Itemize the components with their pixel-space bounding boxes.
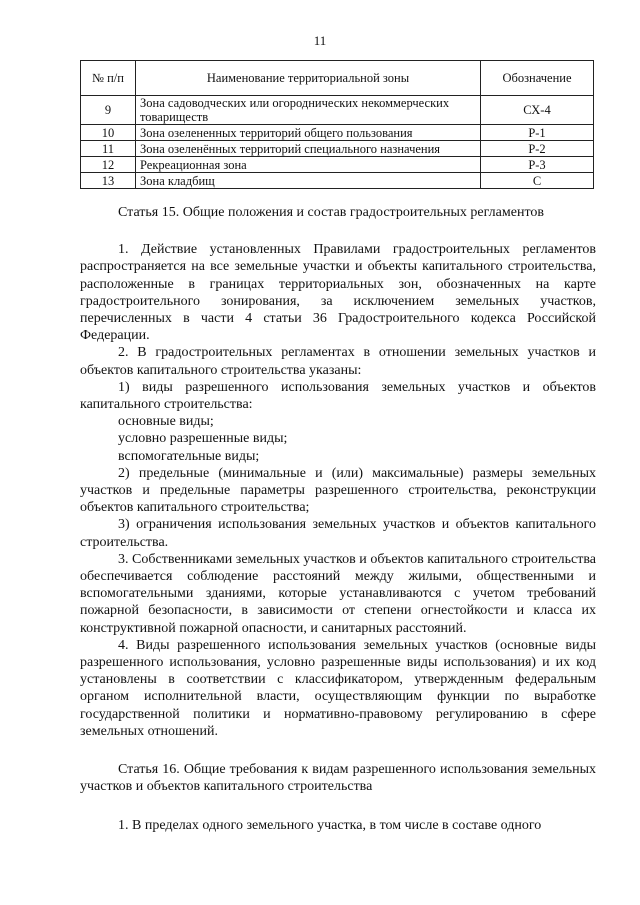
cell-num: 10 (81, 125, 136, 141)
article-15-item-1b: условно разрешенные виды; (118, 431, 288, 447)
table-row (81, 173, 594, 189)
column-header-name: Наименование территориальной зоны (136, 61, 481, 96)
cell-num: 12 (81, 157, 136, 173)
table-header-row (81, 61, 594, 96)
article-16-heading: Статья 16. Общие требования к видам разрешенного использования земельных участков и объектов капитального строительства (80, 762, 596, 795)
article-15-item-3: 3) ограничения использования земельных участков и объектов капитального строительства. (80, 517, 596, 550)
article-15-item-1a: основные виды; (118, 414, 214, 430)
cell-code: Р-2 (481, 141, 594, 157)
article-15-paragraph-3: 3. Собственниками земельных участков и объектов капитального строительства обеспечивается соблюдение расстояний между жилыми, общественными и вспомогательными зданиями, которые устанавливаются с учетом требований пожарной безопасности, в зависимости от степени огнестойкости и класса их конструктивной пожарной опасности, и санитарных расстояний. (80, 551, 596, 636)
cell-code: Р-3 (481, 157, 594, 173)
article-15-heading: Статья 15. Общие положения и состав градостроительных регламентов (118, 205, 544, 220)
cell-num: 9 (81, 96, 136, 125)
cell-num: 11 (81, 141, 136, 157)
cell-num: 13 (81, 173, 136, 189)
cell-name: Зона садоводческих или огороднических некоммерческих товариществ (136, 96, 481, 125)
cell-name: Рекреационная зона (136, 157, 481, 173)
article-15-paragraph-2: 2. В градостроительных регламентах в отношении земельных участков и объектов капитального строительства указаны: (80, 345, 596, 378)
table-row (81, 157, 594, 173)
body-text (80, 204, 596, 834)
article-15-item-1c: вспомогательные виды; (118, 448, 260, 464)
cell-code: С (481, 173, 594, 189)
column-header-num: № п/п (81, 61, 136, 96)
cell-name: Зона кладбищ (136, 173, 481, 189)
table-row (81, 96, 594, 125)
article-15-paragraph-1: 1. Действие установленных Правилами градостроительных регламентов распространяется на все земельные участки и объекты капитального строительства, расположенные в границах территориальных зон, обозначенных на карте градостроительного зонирования, за исключением земельных участков, перечисленных в части 4 статьи 36 Градостроительного кодекса Российской Федерации. (80, 242, 596, 344)
article-15-paragraph-4: 4. Виды разрешенного использования земельных участков (основные виды разрешенного использования, условно разрешенные виды использования) и их код установлены в соответствии с классификатором, утвержденным федеральным органом исполнительной власти, осуществляющим функции по выработке государственной политики и нормативно-правовому регулированию в сфере земельных отношений. (80, 637, 596, 739)
article-15-item-2: 2) предельные (минимальные и (или) максимальные) размеры земельных участков и предельные параметры разрешенного строительства, реконструкции объектов капитального строительства; (80, 465, 596, 516)
column-header-code: Обозначение (481, 61, 594, 96)
cell-code: Р-1 (481, 125, 594, 141)
cell-code: СХ-4 (481, 96, 594, 125)
cell-name: Зона озеленённых территорий специального назначения (136, 141, 481, 157)
article-16-paragraph-1: 1. В пределах одного земельного участка, в том числе в составе одного (118, 817, 542, 833)
cell-name: Зона озелененных территорий общего пользования (136, 125, 481, 141)
article-15-item-1: 1) виды разрешенного использования земельных участков и объектов капитального строительства: (80, 379, 596, 413)
page-number: 11 (313, 33, 327, 48)
zones-table (80, 60, 594, 189)
table-row (81, 125, 594, 141)
table-row (81, 141, 594, 157)
